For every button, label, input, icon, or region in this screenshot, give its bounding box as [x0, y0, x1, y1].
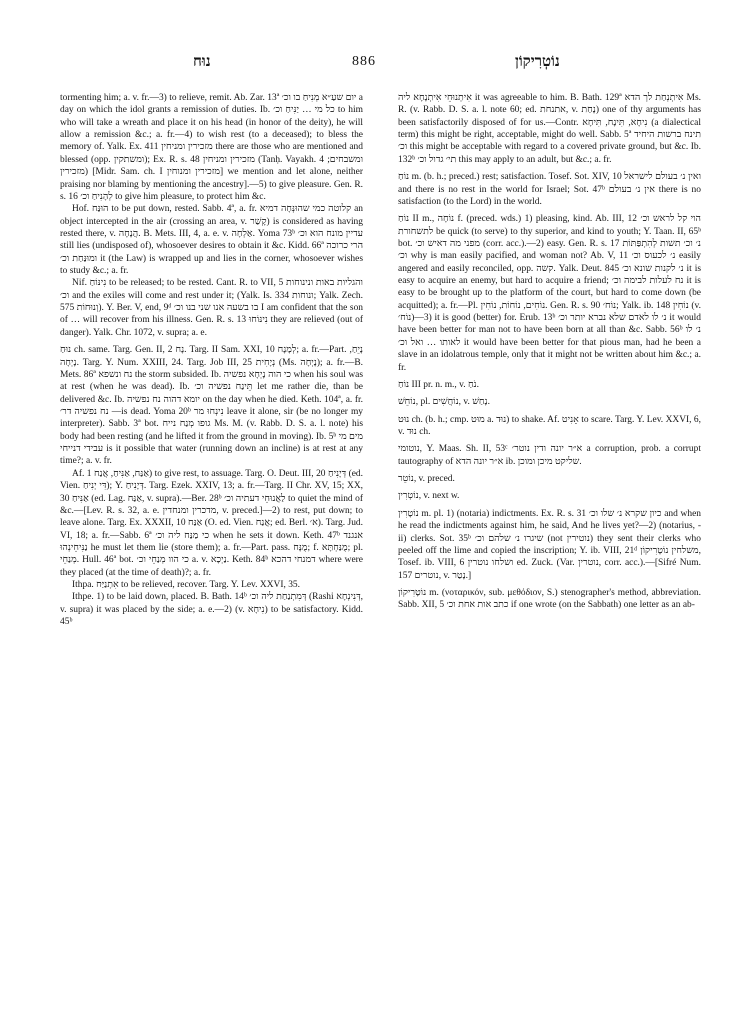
entry-continuation-right: אִיתְנוּחֵי אִיתְנָחָא ליה it was agreeable to him. B. Bath. 129ª אִיתְנְחַת לך הדא Ms. R. (v. Rabb. D. S. a. l. note 60; ed. אתנחת, v. נָחַת) one of thy arguments has been satisfactorily disposed of for us.—Contr. נִיחָא, תִּינָח, תִּיחָא (a dialectical term) this might be right, acceptable, might do well. Sabb. 5ª תינח ברשות היחיד וכ׳ this might be acceptable with regard to a covered private ground, but &c. Ib. 132ᵇ תי׳ גדול וכ׳ this may apply to an adult, but &c.; a. fr. — [398, 93, 702, 165]
entry-ithpe: Ithpe. 1) to be laid down, placed. B. Bath. 14ᵇ דְּמִתְנַחַת ליה וכ׳ (Rashi דְּנִינְחָא, v. supra) it was placed by the side; a. e.—2) (v. נִיחָא) to be satisfactory. Kidd. 45ᵇ — [60, 592, 364, 628]
entry-nohesh: נוֹחֵשׁ, pl. נוֹחֲשִׁים, v. נָחַשׁ. — [398, 397, 490, 408]
entry-noah-iii: נוֹחַ III pr. n. m., v. נֹחַ. — [398, 379, 479, 390]
entry-notumi: נוטומי, Y. Maas. Sh. II, 53ᶜ א״ר יונה ודין נוטר׳ a corruption, prob. a corrupt tautography of א״ר יונה הדא ib. שליקט מיכן ומוכן. — [398, 444, 701, 467]
entry-notarin: נוֹטָרִין m. pl. 1) (notaria) indictments. Ex. R. s. 31 כיון שקרא נ׳ שלו וכ׳ and when he read the indictments against him, he said, And he lives yet?—2) (notarius, -ii) clerks. Sot. 35ᵇ שיגרו נ׳ שלהם וכ׳ (not נוטירין) they sent their clerks who peeled off the lime and copied the inscription; Y. ib. VIII, 21ᵈ משלחין נוֹטָרִיקוֹן, Tosef. ib. VIII, 6 ושלחו נוטרין ed. Zuck. (Var. נוטרין, corr. acc.).—[Sifré Num. 157 נוטרים, v. נָטַר.] — [398, 508, 701, 581]
entry-nuah-ch: נוּחַ ch. same. Targ. Gen. II, 2 נָח. Targ. II Sam. XXI, 10 לְמָנָח; a. fr.—Part. נָיֵחַ, נָיְחָה. Targ. Y. Num. XXIII, 24. Targ. Job III, 25 נְיָחִית (Ms. נָיְחָה); a. fr.—B. Mets. 86ª נח ונשפא the storm subsided. Ib. כי הוה נָיְחָא נפשיה when his soul was at rest (when he was dead). Ib. תֵּינַח נפשיה וכ׳ let me rather die, than be delivered &c. Ib. יומא דהוה נח נפשיה on the day when he died. Keth. 104ª, a. fr. נח נפשיה דר׳ —is dead. Yoma 20ᵇ נִינְחוּ מר leave it alone, sir (be no longer my interpreter). Sabb. 3ª bot. גופו מְנַח נייח Ms. M. (v. Rabb. D. S. a. l. note) his body had been resting (and he lifted it from the ground in moving). Ib. 5ᵇ מים מי עבידי דנייחי is it possible that water (running down an incline) is at rest at any time?; a. v. fr. — [60, 345, 364, 467]
running-head-left: נוּח — [193, 54, 211, 70]
running-head-right: נוֹטְרִיקוֹן — [515, 54, 560, 70]
entry-noah: נוֹחַ m. (b. h.; preced.) rest; satisfaction. Tosef. Sot. XIV, 10 ואין נ׳ בעולם לישראל and there is no rest in the world for Israel; Sot. 47ᵇ אין נ׳ בעולם there is no satisfaction (to the Lord) in the world. — [398, 172, 701, 207]
entry-hof: Hof. הוּנַּח to be put down, rested. Sabb. 4ª, a. fr. קלוטה כמי שהוּנְּחָה דמיא an object intercepted in the air (crossing an area, v. קָשַׁר) is considered as having rested there, v. הֲנָחָה. B. Mets. III, 4, a. e. v. אַלְחָה. Yoma 73ᵇ עדיין מונח הוא וכ׳ still lies (undisposed of), whosoever desires to obtain it &c. Kidd. 66ª הרי כרוכה ומוּנַּחַת וכ׳ it (the Law) is wrapped up and lies in the corner, whosoever wishes to study &c.; a. fr. — [60, 204, 363, 277]
entry-ithpa: Ithpa. אִתְנַיַּח to be relieved, recover. Targ. Y. Lev. XXVI, 35. — [72, 580, 300, 591]
left-column — [60, 92, 363, 628]
entry-noah-ii: נוֹחַ II m., נוֹחָה f. (preced. wds.) 1) pleasing, kind. Ab. III, 12 הוי קל לראש וכ׳ לתשחורת be quick (to serve) to thy superior, and kind to youth; Y. Taan. II, 65ᵇ bot. מפני מה דאיש וכ׳ (corr. acc.).—2) easy. Gen. R. s. 17 נ׳ וכ׳ תשות לְהִתְפַּתּוֹת וכ׳ why is man easily pacified, and woman not? Ab. V, 11 נ׳ לכעוס וכ׳ easily angered and easily reconciled, opp. קשה. Yalk. Deut. 845 נ׳ לקנות שונא וכ׳ it is easy to acquire an enemy, but hard to acquire a friend; נח לעלות לבימה וכ׳ it is easy to be brought up to the platform of the court, but hard to come down (be acquitted); a. fr.—Pl. נוֹחִים, נוֹחוֹת, נוֹחִין. Gen. R. s. 90 נוֹח׳; Yalk. ib. 148 נוֹחִין (v. נוֹח׳)—3) it is good (better) for. Erub. 13ᵇ נ׳ לו לאדם שלא נברא יותר וכ׳ it would have been better for man not to have been born at all than &c. Sabb. 56ᵇ נ׳ לו לאותו … ואל וכ׳ it would have been better for that pious man, had he been a slave in an idolatrous temple, only that it might not be written about him &c.; a. fr. — [398, 214, 702, 373]
right-column — [398, 92, 701, 612]
entry-notrin: נוֹטְרִין, v. next w. — [398, 491, 460, 502]
entry-noter: נוֹטֵר, v. preced. — [398, 474, 455, 485]
entry-notarikon: נוֹטָרִיקוֹן m. (νοταρικόν, sub. μεθόδιον, S.) stenographer's method, abbreviation. Sabb. XII, 5 כתב אות אחת וכ׳ if one wrote (on the Sabbath) one letter as an ab- — [398, 587, 701, 611]
entry-af: Af. אַנַּח, אַנִּיחַ, אֲנַח 1) to give rest, to assuage. Targ. O. Deut. III, 20 דְּיָנִיחַ (ed. Vien. דִּי יְנִיחַ); Y. דְּיָנִיחַ. Targ. Ezek. XXIV, 13; a. fr.—Targ. II Chr. XV, 15; XX, 30 אַנִּיחַ (ed. Lag. אַנַּח, v. supra).—Ber. 28ᵇ לַאֲנוּחֵי דעתיה וכ׳ to quiet the mind of &c.—[Lev. R. s. 32, a. e. מדכרין ומנחדין, v. preced.]—2) to rest, put down; to leave alone. Targ. Ex. XXXII, 10 אַנַּח (O. ed. Vien. אֲנַח; ed. Berl. א׳). Targ. Jud. VI, 18; a. fr.—Sabb. 6ª כי מַנַּח ליה וכ׳ when he sets it down. Keth. 47ᵇ אנגנד נַנִּיחֵינְהוּ he must let them lie (store them); a. fr.—Part. pass. מֻנָּח; f. מֻנַּחְתָּא; pl. מְנַחֵי. Hull. 46ª bot. כי הוו מְנַחֵי וכ׳ a. v. נַיְכָא. Keth. 84ᵇ דמנחי דהכא where were they placed (at the time of death)?; a. fr. — [60, 468, 364, 578]
entry-nut: נוּט ch. (b. h.; cmp. מוּט a. נוּד) to shake. Af. אָנִיט to scare. Targ. Y. Lev. XXVI, 6, v. נוּד ch. — [398, 414, 701, 437]
entry-continuation: tormenting him; a. v. fr.—3) to relieve, remit. Ab. Zar. 13ª יום שעַ״א מְנִיחַ בו וכ׳ a day on which the idol grants a remission of duties. Ib. כל מי … יַנִּיחַ וכ׳ to him who will take a wreath and place it on his head (in honor of the deity), he will allow a remission &c.; a. fr.—4) to wish rest (to a deceased); to bless the memory of. Yalk. Ex. 411 מזכירין ומניחין there are those who are mentioned and blessed (opp. ומשתקין); Ex. R. s. 48 מזכירין ומניחין (Tanḥ. Vayakh. 4 ומשבחים; מזכירין) [Midr. Sam. ch. I מזכירין ומנוחין] we mention and let alone, neither praising nor blaming by mentioning the ancestry].—5) to give pleasure. Gen. R. s. 16 לְהָנִיחַ וכ׳ to give him pleasure, to protect him &c. — [60, 93, 363, 202]
entry-nif: Nif. נִינּוֹחַ to be released; to be rested. Cant. R. to VII, 5 והגליות באות ונינוחות וכ׳ and the exiles will come and rest under it; (Yalk. Is. 334 ונוחות; Yalk. Zech. 575 וְנוּחוֹת). Y. Ber. V, end, 9ᵈ בו בשעה אנו שני בנו וכ׳ I am confident that the son of … will recover from his illness. Gen. R. s. 13 נִינּוֹחוּ they are relieved (out of danger). Yalk. Chr. 1072, v. supra; a. e. — [60, 278, 364, 338]
page-number: 886 — [352, 54, 376, 69]
